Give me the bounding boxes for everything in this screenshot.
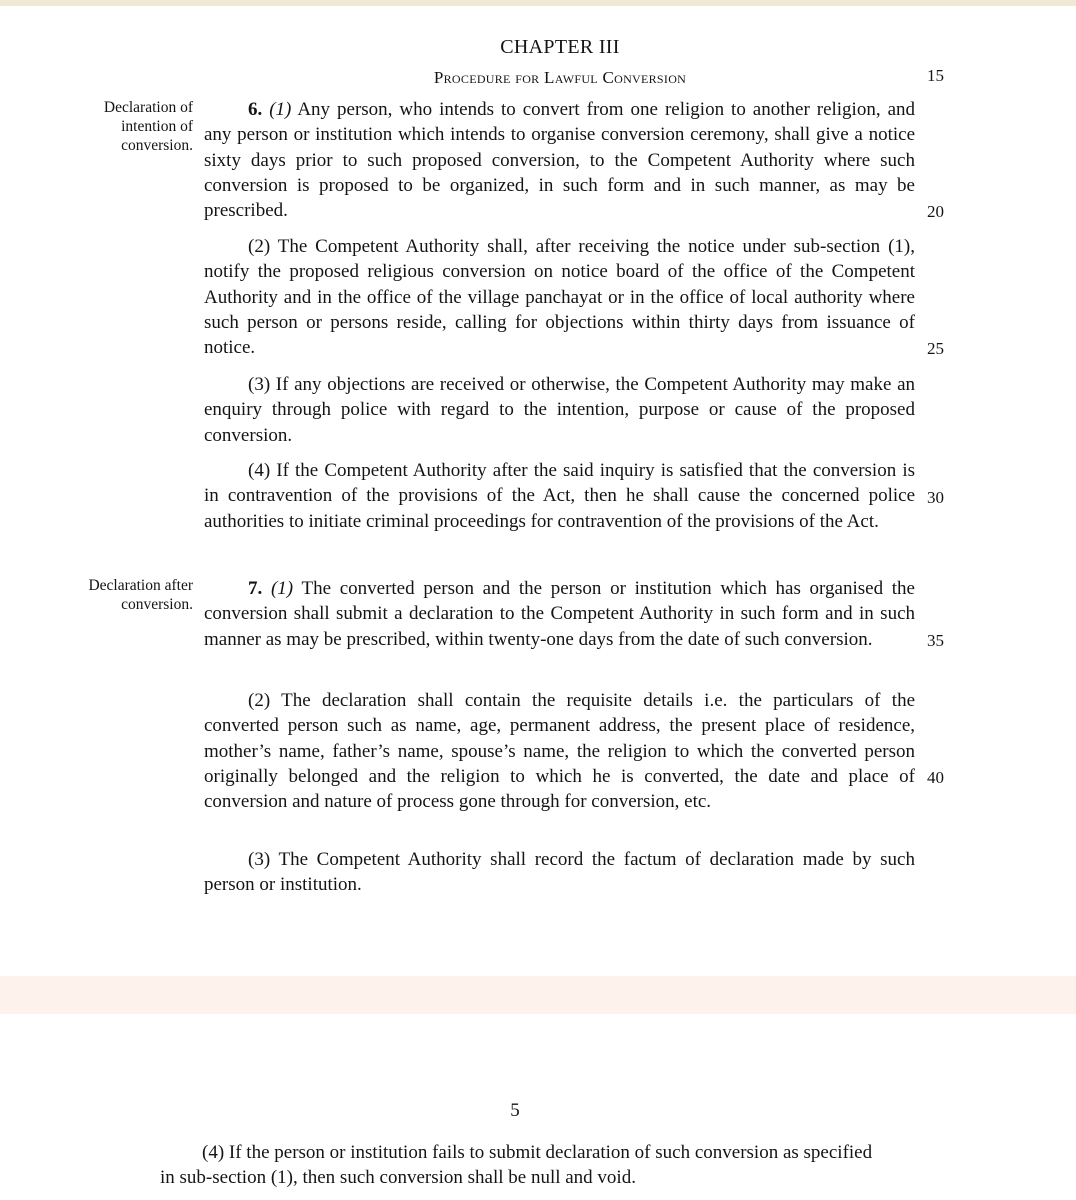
margin-note-section-7: Declaration after conversion. — [88, 577, 193, 613]
line-number: 35 — [927, 631, 944, 650]
section-7-subsection-3 — [204, 847, 915, 898]
next-page-subsection-4 — [160, 1140, 880, 1190]
line-number: 40 — [927, 768, 944, 787]
section-6-subsection-4 — [204, 458, 915, 534]
subsection-text: (2) The declaration shall contain the requisite details i.e. the particulars of the converted person such as name, age, permanent address, the present place of residence, mother’s name, father’s name, spouse’s name, the religion to which the converted person originally belonged and the religion to which he is converted, the date and place of conversion and nature of process gone through for conversion, etc. — [204, 690, 915, 813]
subsection-text: (4) If the person or institution fails to submit declaration of such conversion as specified in sub-section (1), then such conversion shall be null and void. — [160, 1142, 873, 1188]
section-number: 6. — [248, 99, 263, 120]
subsection-text: (2) The Competent Authority shall, after receiving the notice under sub-section (1), notify the proposed religious conversion on notice board of the office of the Competent Authority and in the office of the village panchayat or in the office of local authority where such person or persons reside, calling for objections within thirty days from issuance of notice. — [204, 236, 915, 359]
subsection-text: The converted person and the person or institution which has organised the conversion shall submit a declaration to the Competent Authority in such form and in such manner as may be prescribed, within twenty-one days from the date of such conversion. — [204, 578, 915, 650]
section-6-subsection-1 — [204, 97, 915, 223]
subsection-text: (3) The Competent Authority shall record the factum of declaration made by such person or institution. — [204, 849, 915, 896]
line-number: 15 — [927, 66, 944, 85]
subsection-text: (4) If the Competent Authority after the said inquiry is satisfied that the conversion is in contravention of the provisions of the Act, then he shall cause the concerned police authorities to initiate criminal proceedings for contravention of the provisions of the Act. — [204, 460, 915, 532]
line-number: 20 — [927, 202, 944, 221]
subsection-text: (3) If any objections are received or otherwise, the Competent Authority may make an enquiry through police with regard to the intention, purpose or cause of the proposed conversion. — [204, 374, 915, 446]
subsection-number: (1) — [269, 99, 292, 120]
section-6-subsection-3 — [204, 372, 915, 448]
page-number: 5 — [510, 1100, 520, 1121]
line-number: 25 — [927, 339, 944, 358]
chapter-title: CHAPTER III — [500, 36, 620, 58]
line-number: 30 — [927, 488, 944, 507]
margin-note-section-6: Declaration of intention of conversion. — [103, 99, 193, 154]
section-number: 7. — [248, 578, 263, 599]
section-7-subsection-1 — [204, 576, 915, 652]
section-7-subsection-2 — [204, 688, 915, 814]
section-6-subsection-2 — [204, 234, 915, 360]
subsection-text: Any person, who intends to convert from one religion to another religion, and any person or institution which intends to organise conversion ceremony, shall give a notice sixty days prior to such proposed conversion, to the Competent Authority where such conversion is proposed to be organized, in such form and in such manner, as may be prescribed. — [204, 99, 915, 222]
chapter-heading: Procedure for Lawful Conversion — [433, 68, 687, 87]
document-page — [0, 6, 1076, 976]
subsection-number: (1) — [270, 578, 294, 599]
page-separator — [0, 976, 1076, 1014]
